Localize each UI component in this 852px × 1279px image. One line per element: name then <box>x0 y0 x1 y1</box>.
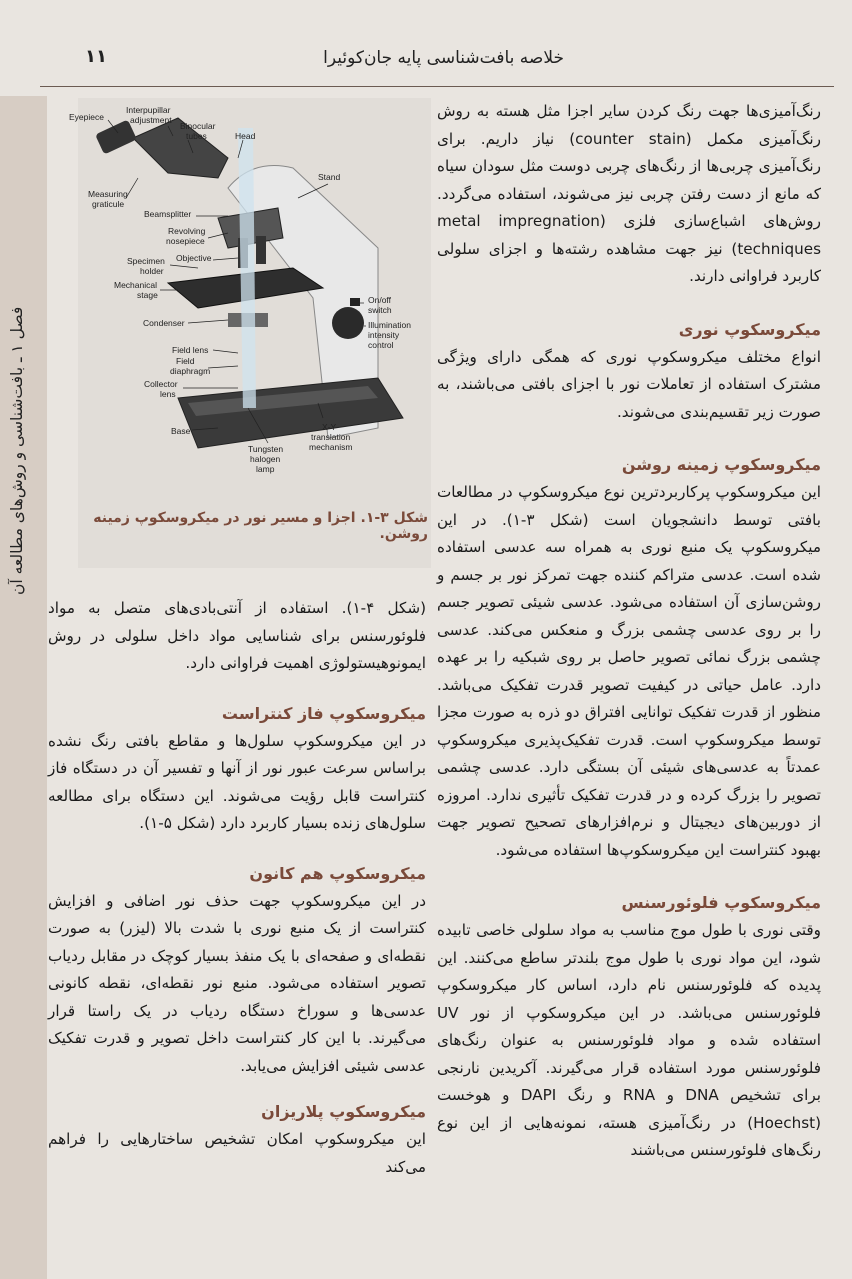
paragraph-polarizing: این میکروسکوپ امکان تشخیص ساختارهایی را فراهم می‌کند <box>48 1130 426 1176</box>
microscope-diagram <box>69 98 431 508</box>
figure-caption: شکل ۳-۱. اجزا و مسیر نور در میکروسکوپ زمینه روشن. <box>93 510 428 542</box>
heading-light-microscope: میکروسکوپ نوری <box>678 319 821 339</box>
label-binocular-2: tubes <box>186 131 207 141</box>
label-objective: Objective <box>176 253 212 263</box>
label-tungsten-3: lamp <box>256 464 275 474</box>
label-illum-3: control <box>368 340 394 350</box>
label-onoff-1: On/off <box>368 295 391 305</box>
label-interpupillar-2: adjustment <box>130 115 172 125</box>
heading-brightfield: میکروسکوپ زمینه روشن <box>621 455 821 474</box>
chapter-title-vertical: فصل ۱ ـ بافت‌شناسی و روش‌های مطالعه آن <box>8 306 26 596</box>
label-stand: Stand <box>318 172 341 182</box>
label-head: Head <box>235 131 256 141</box>
right-column <box>437 98 821 1165</box>
label-specimen-2: holder <box>140 266 164 276</box>
label-xy-2: translation <box>311 432 351 442</box>
label-measuring-2: graticule <box>92 199 125 209</box>
page-number: ۱۱ <box>85 46 107 67</box>
label-xy-3: mechanism <box>309 442 353 452</box>
left-column <box>48 595 426 1181</box>
label-mechanical-1: Mechanical <box>114 280 157 290</box>
label-specimen-1: Specimen <box>127 256 165 266</box>
label-interpupillar-1: Interpupillar <box>126 105 171 115</box>
paragraph-fluorescence: وقتی نوری با طول موج مناسب به مواد سلولی خاصی تابیده شود، این مواد نوری با طول موج بلندتر ساطع می‌کنند. این پدیده که فلوئورسنس نام دارد، اساس کار میکروسکوپ فلوئورسنس می‌باشد. در این میکروسکوپ از نور UV استفاده شده و مواد فلوئورسنس به عنوان رنگ‌های فلوئورسنس مورد استفاده قرار می‌گیرند. آکریدین نارنجی برای تشخیص DNA و RNA و رنگ DAPI و هوخست (Hoechst) در رنگ‌آمیزی هسته، نمونه‌هایی از این نوع رنگ‌های فلوئورسنس می‌باشند <box>437 921 821 1159</box>
label-binocular-1: Binocular <box>180 121 216 131</box>
paragraph-continuation: (شکل ۴-۱). استفاده از آنتی‌بادی‌های متصل به مواد فلوئورسنس برای شناسایی مواد داخل سلولی در روش ایمونوهیستولوژی اهمیت فراوانی دارد. <box>48 599 426 672</box>
label-mechanical-2: stage <box>137 290 158 300</box>
paragraph-light-microscope: انواع مختلف میکروسکوپ نوری که همگی دارای ویژگی مشترک استفاده از تعاملات نور با اجزای بافتی می‌باشند، به صورت زیر تقسیم‌بندی می‌شوند. <box>437 347 821 421</box>
label-base: Base <box>171 426 191 436</box>
label-field-diaphragm-2: diaphragm <box>170 366 211 376</box>
label-onoff-2: switch <box>368 305 392 315</box>
label-collector-1: Collector <box>144 379 178 389</box>
label-field-diaphragm-1: Field <box>176 356 195 366</box>
paragraph-confocal: در این میکروسکوپ جهت حذف نور اضافی و افزایش کنتراست از یک منبع نوری با شدت بالا (لیزر) به صورت نقطه‌ای و صفحه‌ای با یک منفذ بسیار کوچک در مقابل ردیاب تصویر استفاده می‌شود. منبع نور نقطه‌ای، نقطه کانونی عدسی‌ها و سوراخ دستگاه ردیاب در یک راستا قرار می‌گیرند. با این کار کنتراست داخل تصویر و قدرت تفکیک عدسی شیئی افزایش می‌یابد. <box>48 891 426 1075</box>
label-beamsplitter: Beamsplitter <box>144 209 192 219</box>
label-revolving-2: nosepiece <box>166 236 205 246</box>
paragraph-intro: رنگ‌آمیزی‌ها جهت رنگ کردن سایر اجزا مثل هسته به روش رنگ‌آمیزی مکمل (counter stain) نیاز داریم. برای رنگ‌آمیزی چربی‌ها از رنگ‌های چربی دوست مثل سودان سیاه که مانع از دست رفتن چربی نیز می‌شوند، استفاده می‌گردد. روش‌های اشباع‌سازی فلزی (metal impregnation techniques) نیز جهت مشاهده رشته‌ها و اجزای سلولی کاربرد فراوانی دارند. <box>437 102 821 285</box>
label-collector-2: lens <box>160 389 176 399</box>
paragraph-phase-contrast: در این میکروسکوپ سلول‌ها و مقاطع بافتی رنگ نشده براساس سرعت عبور نور از آنها و تفسیر آن در دستگاه فاز کنتراست قابل رؤیت می‌شوند. این دستگاه برای مطالعه سلول‌های زنده بسیار کاربرد دارد (شکل ۵-۱). <box>48 731 426 832</box>
chapter-sidebar <box>0 96 47 1279</box>
light-path <box>238 128 256 408</box>
running-title: خلاصه بافت‌شناسی پایه جان‌کوئیرا <box>323 48 564 68</box>
heading-phase-contrast: میکروسکوپ فاز کنتراست <box>221 703 426 723</box>
label-field-lens: Field lens <box>172 345 209 355</box>
label-measuring-1: Measuring <box>88 189 128 199</box>
page-header <box>40 40 834 87</box>
heading-fluorescence: میکروسکوپ فلوئورسنس <box>621 893 821 912</box>
label-eyepiece: Eyepiece <box>69 112 104 122</box>
focus-knob <box>332 307 364 339</box>
paragraph-brightfield: این میکروسکوپ پرکاربردترین نوع میکروسکوپ در مطالعات بافتی توسط دانشجویان است (شکل ۳-۱). در این میکروسکوپ یک منبع نوری به همراه سه عدسی استفاده شده است. عدسی متراکم کننده جهت تمرکز نور بر جسم و روشن‌سازی آن استفاده می‌شود. عدسی شیئی تصویر جسم را بر روی عدسی چشمی بزرگ و منعکس می‌کند. عدسی چشمی بزرگ نمائی تصویر حاصل بر روی شبکیه را بر عهده دارد. عامل حیاتی در کیفیت تصویر قدرت تفکیک می‌باشد. منظور از قدرت تفکیک توانایی افتراق دو ذره به صورت مجزا توسط میکروسکوپ است. قدرت تفکیک‌پذیری میکروسکوپ عمدتاً به عدسی‌های شیئی آن بستگی دارد. عدسی چشمی تصویر را بزرگ کرده و در قدرت تفکیک تأثیری ندارد. امروزه از دوربین‌های دیجیتال و نرم‌افزارهای تصحیح تصویر جهت بهبود کنتراست این میکروسکوپ‌ها استفاده می‌شود. <box>437 483 822 859</box>
label-tungsten-2: halogen <box>250 454 281 464</box>
label-illum-1: Illumination <box>368 320 411 330</box>
microscope-figure <box>69 98 431 568</box>
heading-polarizing: میکروسکوپ پلاریزان <box>261 1102 426 1121</box>
label-illum-2: intensity <box>368 330 400 340</box>
onoff-switch <box>350 298 360 306</box>
heading-confocal: میکروسکوپ هم کانون <box>249 863 426 883</box>
label-xy-1: X-Y <box>322 422 337 432</box>
label-tungsten-1: Tungsten <box>248 444 284 454</box>
label-revolving-1: Revolving <box>168 226 206 236</box>
label-condenser: Condenser <box>143 318 185 328</box>
objective-lens-2 <box>256 236 266 264</box>
